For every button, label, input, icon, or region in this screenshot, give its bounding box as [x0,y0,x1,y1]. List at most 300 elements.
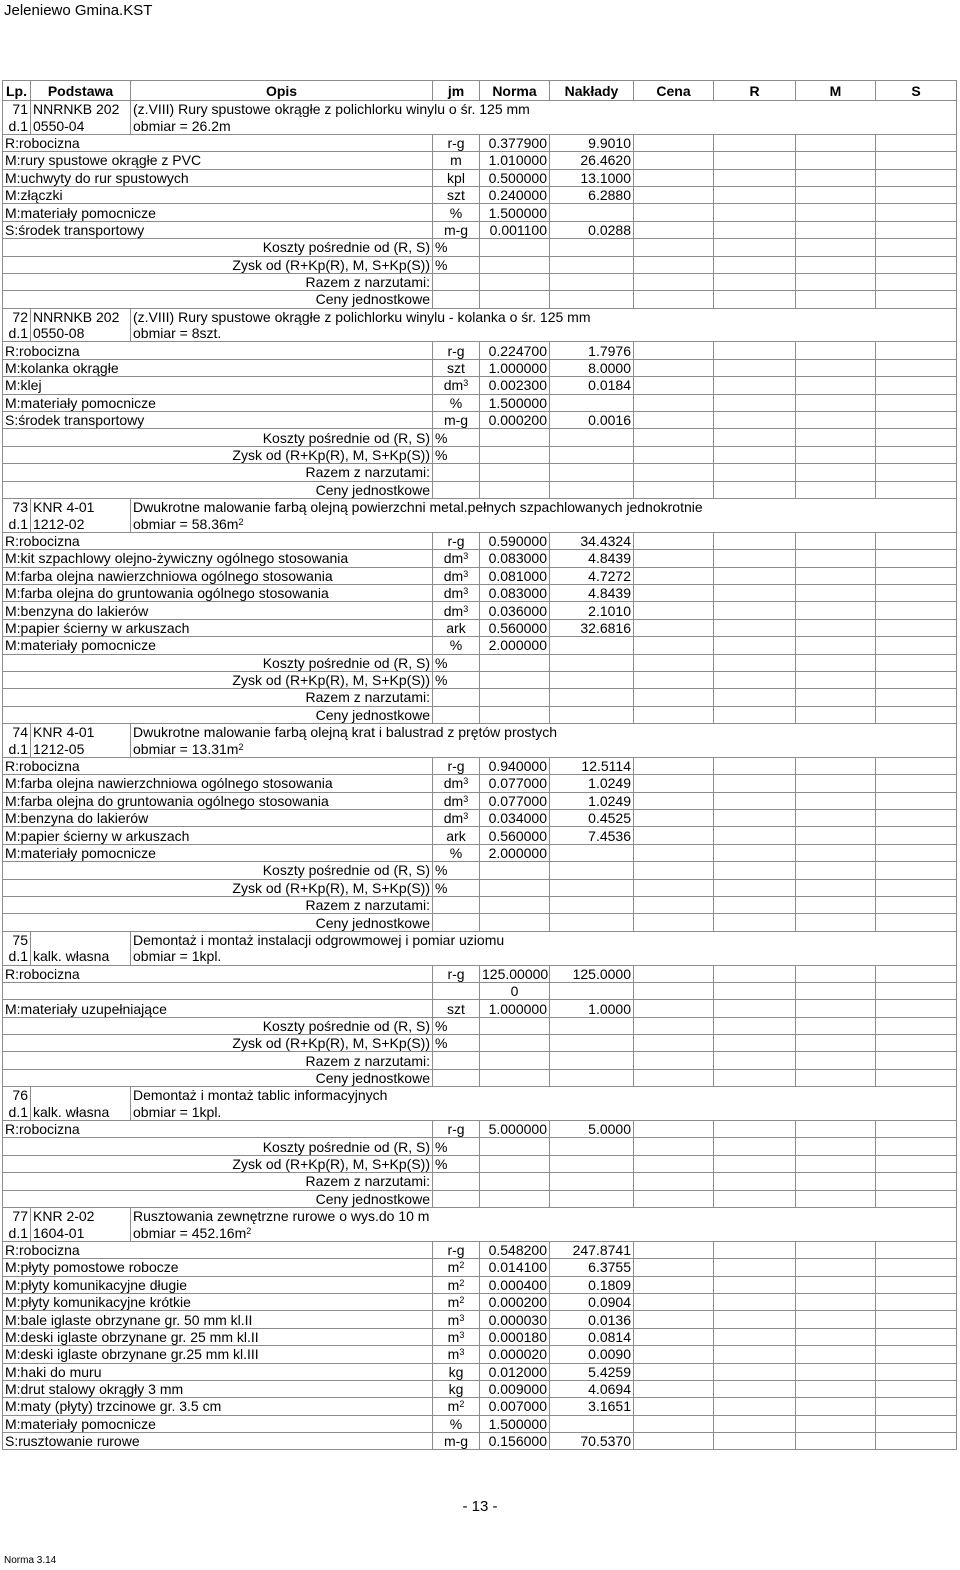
summary-unit: % [433,1017,480,1034]
resource-norma-text: 0.940000 [488,758,547,775]
summary-label-ceny: Ceny jednostkowe [3,481,433,498]
empty-cell [796,550,876,567]
resource-name: M:maty (płyty) trzcinowe gr. 3.5 cm [3,1398,433,1415]
empty-cell [634,1138,714,1155]
resource-row [3,1328,957,1345]
summary-unit: % [433,1138,480,1155]
empty-cell [550,239,634,256]
empty-cell [714,775,796,792]
resource-unit-exponent: 3 [459,1347,465,1358]
empty-cell [634,1276,714,1293]
resource-row [3,1398,957,1415]
empty-cell [876,532,957,549]
resource-unit-text: r-g [447,1121,465,1138]
summary-row-zysk [3,671,957,688]
empty-cell [876,169,957,186]
resource-norma [480,152,550,169]
empty-cell [634,1173,714,1190]
summary-label-razem: Razem z narzutami: [3,464,433,481]
empty-cell [876,239,957,256]
obmiar-text: obmiar = 8szt. [133,325,222,342]
resource-norma-text: 0.548200 [488,1241,547,1258]
summary-label-ceny: Ceny jednostkowe [3,914,433,931]
resource-row [3,792,957,809]
empty-cell [796,273,876,290]
resource-row [3,1346,957,1363]
empty-cell [876,637,957,654]
empty-cell [714,134,796,151]
empty-cell [796,982,876,999]
empty-cell [480,239,550,256]
empty-cell [634,1398,714,1415]
empty-cell [876,896,957,913]
resource-norma [480,1259,550,1276]
position-description: Dwukrotne malowanie farbą olejną krat i balustrad z prętów prostych [131,724,957,741]
summary-row-zysk [3,1035,957,1052]
empty-cell [714,1259,796,1276]
resource-unit-text: % [449,394,463,411]
empty-cell [634,1293,714,1310]
empty-cell [796,256,876,273]
resource-naklady: 12.5114 [550,757,634,774]
empty-cell [876,412,957,429]
summary-row-razem [3,464,957,481]
empty-cell [714,1121,796,1138]
resource-unit [433,1276,480,1293]
resource-row [3,844,957,861]
position-catalog: 0550-04 [31,117,131,134]
empty-cell [634,1035,714,1052]
empty-cell [796,567,876,584]
summary-unit: % [433,239,480,256]
resource-naklady: 247.8741 [550,1241,634,1258]
resource-row [3,186,957,203]
resource-naklady [550,844,634,861]
resource-unit-text: m-g [443,412,469,429]
resource-norma [480,1433,550,1450]
resource-naklady [550,204,634,221]
resource-row [3,532,957,549]
resource-unit [433,1346,480,1363]
empty-cell [714,1035,796,1052]
resource-row [3,1000,957,1017]
empty-cell [634,169,714,186]
empty-cell [634,1052,714,1069]
position-basis: KNR 4-01 [31,498,131,515]
resource-norma-text: 0.077000 [488,792,547,809]
resource-name: M:płyty pomostowe robocze [3,1259,433,1276]
empty-cell [480,706,550,723]
empty-cell [796,706,876,723]
empty-cell [433,982,480,999]
empty-cell [480,1173,550,1190]
resource-naklady: 6.2880 [550,186,634,203]
resource-unit-text: % [449,844,463,861]
resource-name: S:środek transportowy [3,412,433,429]
empty-cell [550,1035,634,1052]
resource-unit-exponent: 3 [459,1312,465,1323]
empty-cell [634,775,714,792]
resource-name: M:farba olejna nawierzchniowa ogólnego stosowania [3,775,433,792]
resource-naklady: 125.0000 [550,965,634,982]
resource-naklady: 0.0904 [550,1293,634,1310]
empty-cell [634,862,714,879]
empty-cell [876,204,957,221]
resource-norma [480,602,550,619]
resource-unit-text: szt [447,187,465,204]
empty-cell [714,1380,796,1397]
empty-cell [714,169,796,186]
resource-unit [433,169,480,186]
resource-row [3,584,957,601]
resource-unit [433,1259,480,1276]
summary-row-koszty [3,1138,957,1155]
resource-norma [480,1328,550,1345]
empty-cell [550,1138,634,1155]
resource-norma-text: 0.000180 [488,1328,547,1345]
resource-naklady: 0.4525 [550,810,634,827]
resource-unit-text: dm [443,567,464,584]
position-lp: 71 [3,101,31,118]
empty-cell [480,256,550,273]
obmiar-text: obmiar = 58.36m [133,515,239,532]
resource-row [3,342,957,359]
empty-cell [796,1311,876,1328]
empty-cell [796,1035,876,1052]
resource-unit-text: r-g [447,1241,465,1258]
empty-cell [714,359,796,376]
empty-cell [796,1363,876,1380]
resource-norma-text: 0.083000 [488,585,547,602]
summary-label-koszty: Koszty pośrednie od (R, S) [3,1017,433,1034]
empty-cell [634,810,714,827]
resource-naklady: 2.1010 [550,602,634,619]
resource-norma-text: 0.000030 [488,1311,547,1328]
empty-cell [634,844,714,861]
resource-norma-text: 0.001100 [489,221,547,238]
position-lp: 76 [3,1087,31,1104]
resource-naklady: 13.1000 [550,169,634,186]
header-r: R [714,81,796,101]
resource-norma [480,1311,550,1328]
empty-cell [876,1363,957,1380]
obmiar-text: obmiar = 13.31m [133,740,239,757]
resource-name: R:robocizna [3,1121,433,1138]
resource-norma-text: 0.034000 [488,810,547,827]
empty-cell [796,810,876,827]
empty-cell [796,1190,876,1207]
empty-cell [876,394,957,411]
resource-unit-exponent: 2 [459,1277,465,1288]
empty-cell [876,481,957,498]
position-header-row [3,308,957,325]
empty-cell [634,1328,714,1345]
empty-cell [480,654,550,671]
empty-cell [876,965,957,982]
resource-unit-text: r-g [447,532,465,549]
empty-cell [714,1190,796,1207]
empty-cell [714,1276,796,1293]
empty-cell [634,1433,714,1450]
resource-norma [480,359,550,376]
empty-cell [480,1052,550,1069]
resource-norma [480,550,550,567]
resource-name: R:robocizna [3,342,433,359]
empty-cell [634,291,714,308]
resource-unit-text: m [450,152,462,169]
resource-unit [433,810,480,827]
summary-unit: % [433,879,480,896]
position-description: Demontaż i montaż instalacji odgrowmowej i pomiar uziomu [131,931,957,948]
empty-cell [634,273,714,290]
empty-cell [634,896,714,913]
resource-naklady: 5.0000 [550,1121,634,1138]
empty-cell [634,412,714,429]
position-dl: d.1 [3,1104,31,1121]
summary-row-zysk [3,879,957,896]
empty-cell [714,1433,796,1450]
obmiar-text: obmiar = 26.2m [133,117,231,134]
resource-name: M:kit szpachlowy olejno-żywiczny ogólnego stosowania [3,550,433,567]
empty-cell [796,377,876,394]
empty-cell [634,1069,714,1086]
header-m: M [796,81,876,101]
resource-name: M:papier ścierny w arkuszach [3,619,433,636]
resource-norma [480,221,550,238]
empty-cell [714,204,796,221]
empty-cell [480,1138,550,1155]
empty-cell [714,377,796,394]
resource-norma-text: 0.012000 [488,1363,547,1380]
resource-row [3,1363,957,1380]
resource-unit-text: m [447,1346,460,1363]
resource-norma [480,1241,550,1258]
position-description: Dwukrotne malowanie farbą olejną powierzchni metal.pełnych szpachlowanych jednokrotnie [131,498,957,515]
empty-cell [550,654,634,671]
resource-unit-text: szt [447,360,465,377]
position-lp: 73 [3,498,31,515]
empty-cell [550,896,634,913]
empty-cell [876,377,957,394]
empty-cell [550,689,634,706]
summary-label-razem: Razem z narzutami: [3,273,433,290]
summary-row-ceny [3,1190,957,1207]
empty-cell [796,394,876,411]
resource-unit-text: m [447,1311,460,1328]
resource-unit-exponent: 3 [459,1329,465,1340]
empty-cell [550,256,634,273]
resource-norma-text: 0.014100 [488,1259,547,1276]
resource-unit-exponent: 2 [459,1260,465,1271]
resource-unit [433,221,480,238]
obmiar-text: obmiar = 452.16m [133,1224,247,1241]
resource-name: M:materiały pomocnicze [3,844,433,861]
resource-unit-text: dm [443,792,464,809]
position-description: (z.VIII) Rury spustowe okrągłe z polichlorku winylu - kolanka o śr. 125 mm [131,308,957,325]
resource-unit-text: r-g [447,342,465,359]
resource-naklady: 26.4620 [550,152,634,169]
resource-unit [433,186,480,203]
resource-unit [433,152,480,169]
resource-norma-text: 5.000000 [488,1121,547,1138]
empty-cell [796,1293,876,1310]
resource-norma-text: 0.002300 [488,377,547,394]
header-podstawa: Podstawa [31,81,131,101]
resource-norma-text: 0.240000 [488,187,547,204]
resource-unit-exponent: 3 [463,586,469,597]
summary-row-razem [3,689,957,706]
resource-unit-exponent: 2 [459,1399,465,1410]
empty-cell [876,1035,957,1052]
position-obmiar [131,1224,957,1241]
resource-name: M:farba olejna do gruntowania ogólnego stosowania [3,792,433,809]
empty-cell [480,1035,550,1052]
position-basis: NNRNKB 202 [31,308,131,325]
resource-unit-text: dm [443,550,464,567]
empty-cell [714,654,796,671]
empty-cell [714,1052,796,1069]
resource-norma [480,1415,550,1432]
empty-cell [796,342,876,359]
empty-cell [714,844,796,861]
empty-cell [480,896,550,913]
position-obmiar [131,948,957,965]
empty-cell [876,1415,957,1432]
summary-unit: % [433,1155,480,1172]
resource-unit [433,1380,480,1397]
empty-cell [480,446,550,463]
resource-name: R:robocizna [3,134,433,151]
position-obmiar [131,515,957,532]
resource-unit-text: m [447,1294,460,1311]
empty-cell [876,256,957,273]
resource-row [3,827,957,844]
table-header-row [3,81,957,101]
empty-cell [796,429,876,446]
resource-unit-text: m [447,1398,460,1415]
empty-cell [714,1017,796,1034]
resource-unit [433,567,480,584]
empty-cell [796,879,876,896]
position-lp: 72 [3,308,31,325]
empty-cell [796,862,876,879]
summary-label-koszty: Koszty pośrednie od (R, S) [3,429,433,446]
empty-cell [634,1259,714,1276]
empty-cell [634,1346,714,1363]
position-dl: d.1 [3,740,31,757]
empty-cell [876,1190,957,1207]
resource-name: M:drut stalowy okrągły 3 mm [3,1380,433,1397]
resource-naklady: 4.8439 [550,584,634,601]
summary-unit [433,1190,480,1207]
summary-label-zysk: Zysk od (R+Kp(R), M, S+Kp(S)) [3,879,433,896]
empty-cell [714,584,796,601]
summary-unit [433,1052,480,1069]
resource-unit-text: kg [448,1381,464,1398]
empty-cell [796,204,876,221]
empty-cell [796,446,876,463]
resource-row [3,1276,957,1293]
header-norma: Norma [480,81,550,101]
resource-row [3,1293,957,1310]
resource-norma [480,342,550,359]
resource-name: M:deski iglaste obrzynane gr. 25 mm kl.II [3,1328,433,1345]
empty-cell [796,1398,876,1415]
resource-norma-text: 0.077000 [488,775,547,792]
empty-cell [634,1415,714,1432]
empty-cell [796,671,876,688]
empty-cell [876,671,957,688]
empty-cell [634,532,714,549]
empty-cell [876,1311,957,1328]
empty-cell [714,1346,796,1363]
empty-cell [796,359,876,376]
obmiar-exponent: 2 [238,516,244,527]
empty-cell [796,186,876,203]
empty-cell [714,429,796,446]
resource-unit-text: % [449,1415,463,1432]
empty-cell [876,619,957,636]
resource-naklady: 8.0000 [550,359,634,376]
empty-cell [634,186,714,203]
empty-cell [876,1398,957,1415]
empty-cell [796,1138,876,1155]
empty-cell [876,1259,957,1276]
empty-cell [796,914,876,931]
summary-row-zysk [3,256,957,273]
summary-unit [433,481,480,498]
summary-unit: % [433,671,480,688]
summary-row-zysk [3,1155,957,1172]
empty-cell [634,671,714,688]
empty-cell [714,532,796,549]
empty-cell [796,134,876,151]
position-basis [31,931,131,948]
resource-name: M:materiały pomocnicze [3,204,433,221]
resource-name: M:bale iglaste obrzynane gr. 50 mm kl.II [3,1311,433,1328]
resource-norma-text: 0.156000 [488,1433,547,1450]
resource-norma-text: 0.377900 [488,134,547,151]
position-basis: KNR 4-01 [31,724,131,741]
position-basis: NNRNKB 202 [31,101,131,118]
empty-cell [796,654,876,671]
empty-cell [714,757,796,774]
resource-norma-text: 1.000000 [488,360,547,377]
resource-norma [480,567,550,584]
resource-row [3,221,957,238]
resource-norma [480,1380,550,1397]
empty-cell [876,1293,957,1310]
resource-naklady: 1.0000 [550,1000,634,1017]
empty-cell [714,671,796,688]
empty-cell [714,152,796,169]
position-header-row [3,1208,957,1225]
resource-norma [480,1363,550,1380]
empty-cell [876,982,957,999]
summary-unit [433,914,480,931]
resource-naklady: 9.9010 [550,134,634,151]
resource-norma [480,204,550,221]
resource-norma [480,377,550,394]
empty-cell [714,1173,796,1190]
resource-naklady: 34.4324 [550,532,634,549]
resource-norma [480,186,550,203]
empty-cell [634,239,714,256]
empty-cell [480,862,550,879]
resource-row [3,204,957,221]
empty-cell [876,1276,957,1293]
empty-cell [634,1017,714,1034]
